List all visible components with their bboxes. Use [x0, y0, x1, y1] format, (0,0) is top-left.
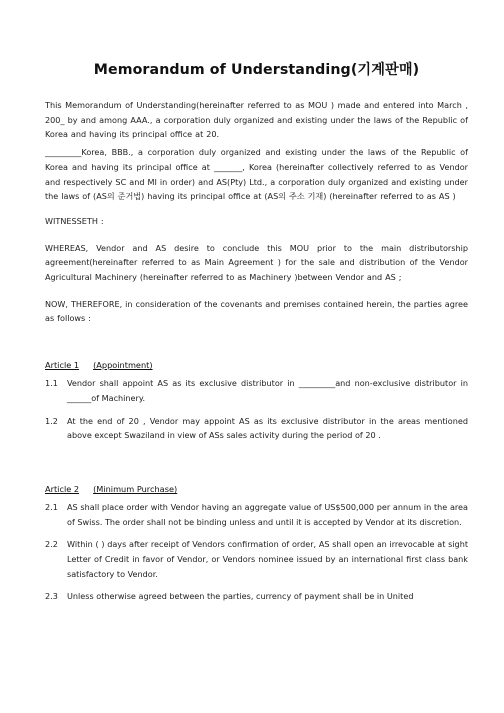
intro-paragraph: This Memorandum of Understanding(hereinafter referred to as MOU ) made and entered into March , 200_ by and among AAA., a corporation duly organized and existing under the laws of the Republic of Korea and having its principal office at 20. — [45, 100, 468, 140]
article-item — [45, 537, 468, 581]
item-number: 1.1 — [45, 378, 58, 389]
article-heading — [45, 483, 468, 496]
item-number: 1.2 — [45, 415, 58, 426]
item-text: Vendor shall appoint AS as its exclusive distributor in _________and non-exclusive distributor in ______of Machinery. — [67, 378, 468, 403]
therefore-paragraph: NOW, THEREFORE, in consideration of the covenants and premises contained herein, the parties agree as follows : — [45, 298, 468, 324]
item-number: 2.2 — [45, 539, 58, 550]
article-name: (Appointment) — [93, 360, 153, 371]
document-title: Memorandum of Understanding(기계판매) — [93, 62, 420, 78]
item-text: Within ( ) days after receipt of Vendors confirmation of order, AS shall open an irrevocable at sight Letter of Credit in favor of Vendor, or Vendors nominee issued by an international first class bank satisfactory to Vendor. — [67, 539, 468, 579]
article-heading — [45, 359, 468, 372]
item-text: At the end of 20 , Vendor may appoint AS as its exclusive distributor in the areas mentioned above except Swaziland in view of ASs sales activity during the period of 20 . — [67, 415, 468, 441]
witnesseth-heading: WITNESSETH : — [45, 215, 104, 226]
item-number: 2.1 — [45, 501, 58, 512]
item-text: AS shall place order with Vendor having an aggregate value of US$500,000 per annum in the area of Swiss. The order shall not be binding unless and until it is accepted by Vendor at its discretion. — [67, 501, 468, 527]
article-1 — [45, 359, 468, 443]
article-number: Article 1 — [45, 360, 80, 371]
article-name: (Minimum Purchase) — [93, 483, 178, 494]
article-item — [45, 589, 468, 604]
article-2 — [45, 483, 468, 604]
article-item — [45, 500, 468, 529]
article-item — [45, 376, 468, 405]
article-item — [45, 414, 468, 443]
item-text: Unless otherwise agreed between the parties, currency of payment shall be in United — [67, 591, 414, 602]
parties-paragraph: _________Korea, BBB., a corporation duly organized and existing under the laws of the Republic of Korea and having its principal office at _______, Korea (hereinafter collectively referred to as Vendor and respectively SC and MI in order) and AS(Pty) Ltd., a corporation duly organized and existing under the laws of (AS의 준거법) having its principal office at (AS의 주소 기재) (hereinafter referred to as AS ) — [45, 147, 468, 202]
whereas-paragraph: WHEREAS, Vendor and AS desire to conclude this MOU prior to the main distributorship agreement(hereinafter referred to as Main Agreement ) for the sale and distribution of the Vendor Agricultural Machinery (hereinafter referred to as Machinery )between Vendor and AS ; — [45, 242, 468, 283]
item-number: 2.3 — [45, 591, 58, 602]
article-number: Article 2 — [45, 483, 80, 494]
